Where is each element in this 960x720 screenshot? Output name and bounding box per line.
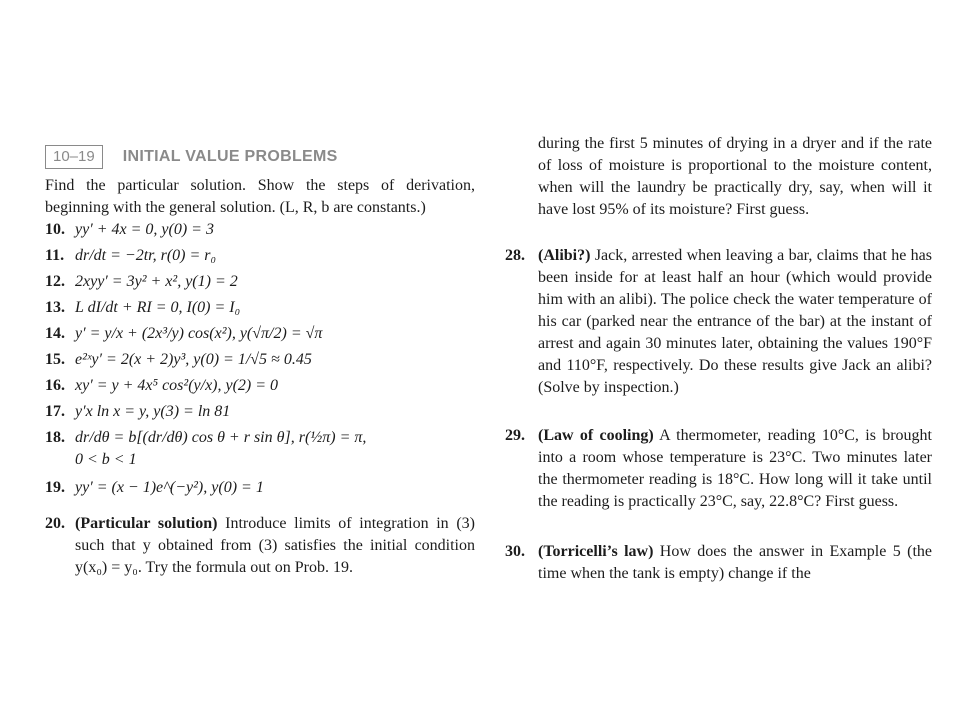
problem-14: [45, 323, 475, 345]
problem-text: y′x ln x = y, y(3) = ln 81: [75, 403, 231, 420]
intro-text: Find the particular solution. Show the steps of derivation, beginning with the general solution. (L, R, b are constants.): [45, 177, 475, 216]
problem-18: [45, 427, 475, 471]
problem-number: 29.: [505, 427, 525, 444]
problem-20: [45, 513, 475, 579]
problem-title: (Alibi?): [538, 247, 591, 264]
problem-text: yy′ + 4x = 0, y(0) = 3: [75, 221, 214, 238]
problem-title: (Torricelli’s law): [538, 543, 654, 560]
problem-number: 20.: [45, 515, 65, 532]
problem-number: 28.: [505, 247, 525, 264]
problem-text: y′ = y/x + (2x³/y) cos(x²), y(√π/2) = √π: [75, 325, 323, 342]
problem-number: 11.: [45, 247, 65, 264]
problem-11: [45, 245, 475, 267]
problem-text: L dI/dt + RI = 0, I(0) = I₀: [75, 299, 241, 316]
problem-text: dr/dθ = b[(dr/dθ) cos θ + r sin θ], r(½π) = π,: [75, 429, 367, 446]
problem-range-box: 10–19: [45, 145, 103, 169]
problem-number: 13.: [45, 299, 65, 316]
problem-13: [45, 297, 475, 319]
problem-text: 2xyy′ = 3y² + x², y(1) = 2: [75, 273, 238, 290]
problem-number: 10.: [45, 221, 65, 238]
problem-body: Introduce limits of integration in (3) such that y obtained from (3) satisfies the initial condition y(x₀) = y₀. Try the formula out on Prob. 19.: [75, 515, 476, 576]
problem-27-continuation: during the first 5 minutes of drying in a dryer and if the rate of loss of moisture is proportional to the moisture content, when will the laundry be practically dry, say, when will it have lost 95% of its moisture? First guess.: [538, 135, 932, 218]
problem-number: 30.: [505, 543, 525, 560]
problem-body: A thermometer, reading 10°C, is brought into a room whose temperature is 23°C. Two minutes later the thermometer reading is 18°C. How long will it take until the reading is practically 23°C, say, 22.8°C? First guess.: [538, 427, 932, 510]
problem-text: xy′ = y + 4x⁵ cos²(y/x), y(2) = 0: [75, 377, 279, 394]
problem-28: [505, 245, 933, 396]
problem-15: [45, 349, 475, 371]
section-heading: [45, 145, 338, 169]
problem-number: 12.: [45, 273, 65, 290]
problem-text: dr/dt = −2tr, r(0) = r₀: [75, 247, 217, 264]
problem-10: [45, 219, 475, 241]
section-title: INITIAL VALUE PROBLEMS: [122, 148, 338, 165]
problem-number: 14.: [45, 325, 65, 342]
problem-body: Jack, arrested when leaving a bar, claims that he has been inside for at least half an hour (which would provide him with an alibi). The police check the water temperature of his car (parked near the entrance of the bar) at the instant of arrest and again 30 minutes later, obtaining the values 190°F and 110°F, respectively. Do these results give Jack an alibi? (Solve by inspection.): [538, 247, 933, 396]
problem-body: How does the answer in Example 5 (the time when the tank is empty) change if the: [538, 543, 933, 582]
problem-text: yy′ = (x − 1)e^(−y²), y(0) = 1: [75, 479, 264, 496]
problem-12: [45, 271, 475, 293]
problem-continuation: 0 < b < 1: [75, 451, 137, 468]
problem-number: 16.: [45, 377, 65, 394]
problem-16: [45, 375, 475, 397]
problem-number: 18.: [45, 429, 65, 446]
problem-number: 17.: [45, 403, 65, 420]
problem-19: [45, 477, 475, 499]
problem-number: 15.: [45, 351, 65, 368]
problem-title: (Law of cooling): [538, 427, 654, 444]
problem-text: e²ˣy′ = 2(x + 2)y³, y(0) = 1/√5 ≈ 0.45: [75, 351, 312, 368]
problem-29: [505, 425, 932, 510]
problem-number: 19.: [45, 479, 65, 496]
problem-17: [45, 401, 475, 423]
problem-title: (Particular solution): [75, 515, 218, 532]
problem-30: [505, 541, 933, 582]
